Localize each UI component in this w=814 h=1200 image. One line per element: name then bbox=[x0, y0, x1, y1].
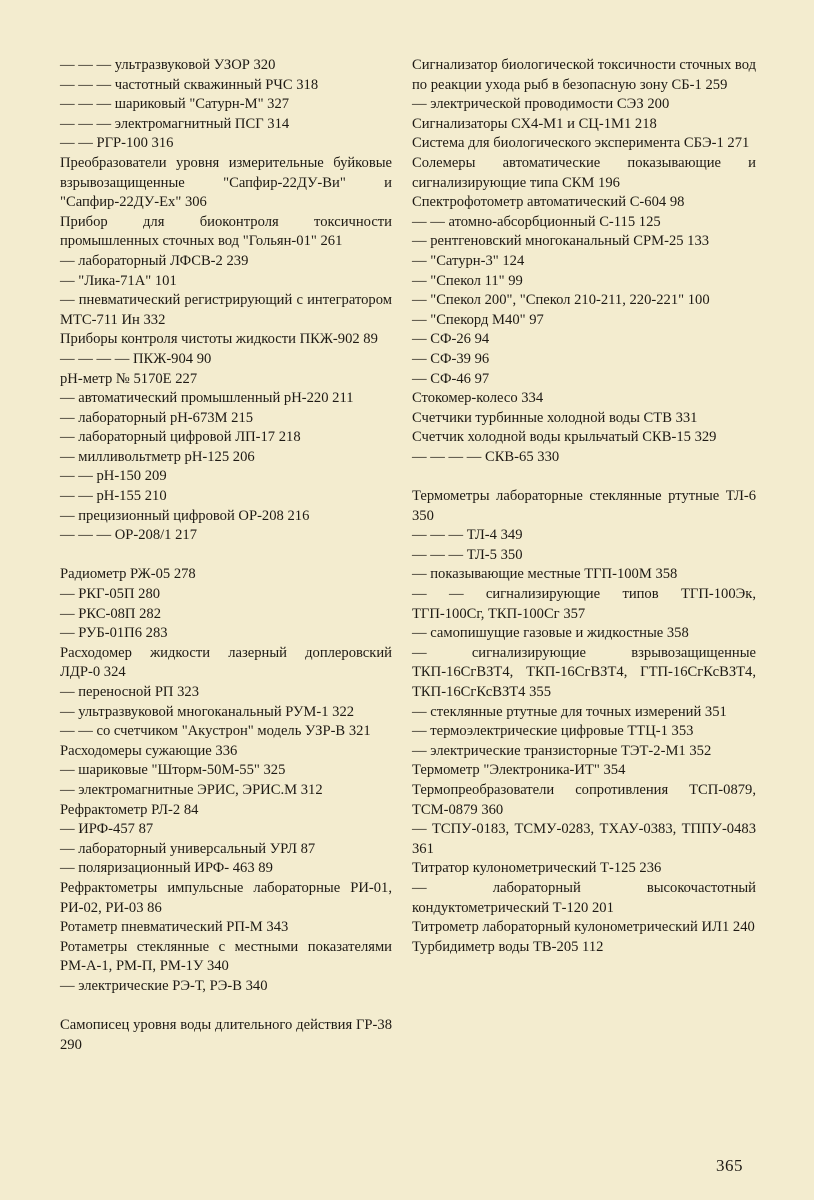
index-entry: — — РГР-100 316 bbox=[60, 135, 174, 152]
index-entry: — — — электромагнитный ПСГ 314 bbox=[60, 115, 290, 132]
index-entry: — РУБ-01П6 283 bbox=[60, 625, 168, 642]
index-entry: — ИРФ-457 87 bbox=[60, 821, 154, 838]
index-entry: Сигнализатор биологической токсичности сточных вод по реакции ухода рыб в безопасную зону СБ-1 259 bbox=[412, 57, 756, 93]
page-number: 365 bbox=[716, 1156, 743, 1175]
index-entry: — стеклянные ртутные для точных измерений 351 bbox=[412, 703, 727, 720]
index-entry: — сигнализирующие взрывозащищенные ТКП-16СгВЗТ4, ТКП-16СгВЗТ4, ГТП-16СгКсВЗТ4, ТКП-16СгКсВЗТ4 355 bbox=[412, 644, 756, 700]
section-gap bbox=[412, 467, 756, 487]
index-entry: — — pH-150 209 bbox=[60, 468, 167, 485]
index-entry: — электрической проводимости СЭЗ 200 bbox=[412, 96, 670, 113]
index-entry: — — — — ПКЖ-904 90 bbox=[60, 350, 212, 367]
index-entry: — РКС-08П 282 bbox=[60, 605, 161, 622]
index-entry: Система для биологического эксперимента СБЭ-1 271 bbox=[412, 135, 750, 152]
index-entry: — — — ТЛ-5 350 bbox=[412, 546, 523, 563]
index-entry: — — — ОР-208/1 217 bbox=[60, 527, 198, 544]
index-entry: Турбидиметр воды ТВ-205 112 bbox=[412, 938, 604, 955]
index-entry: Сигнализаторы СХ4-М1 и СЦ-1М1 218 bbox=[412, 115, 657, 132]
index-entry: — — со счетчиком "Акустрон" модель УЗР-В 321 bbox=[60, 723, 371, 740]
index-entry: Радиометр РЖ-05 278 bbox=[60, 566, 196, 583]
index-entry: Приборы контроля чистоты жидкости ПКЖ-902 89 bbox=[60, 331, 378, 348]
index-entry: Расходомеры сужающие 336 bbox=[60, 742, 238, 759]
index-entry: — — — — СКВ-65 330 bbox=[412, 448, 560, 465]
section-gap bbox=[60, 997, 392, 1017]
index-entry: — — pH-155 210 bbox=[60, 488, 167, 505]
index-entry: — — — ультразвуковой УЗОР 320 bbox=[60, 57, 276, 73]
index-entry: Преобразователи уровня измерительные буйковые взрывозащищенные "Сапфир-22ДУ-Ви" и "Сапфир-22ДУ-Ех" 306 bbox=[60, 154, 392, 211]
index-entry: — лабораторный высокочастотный кондуктометрический Т-120 201 bbox=[412, 879, 756, 916]
index-entry: — "Сатурн-3" 124 bbox=[412, 252, 525, 269]
index-entry: — шариковые "Шторм-50М-55" 325 bbox=[60, 762, 286, 779]
section-gap bbox=[60, 546, 392, 566]
index-entry: — — — шариковый "Сатурн-М" 327 bbox=[60, 96, 290, 113]
index-entry: — термоэлектрические цифровые ТТЦ-1 353 bbox=[412, 723, 694, 740]
index-column-right bbox=[412, 56, 756, 957]
index-entry: — лабораторный универсальный УРЛ 87 bbox=[60, 840, 316, 857]
index-entry: — электрические РЭ-Т, РЭ-В 340 bbox=[60, 977, 268, 994]
index-entry: pH-метр № 5170Е 227 bbox=[60, 370, 198, 387]
index-entry: — — сигнализирующие типов ТГП-100Эк, ТГП-100Сг, ТКП-100Сг 357 bbox=[412, 586, 756, 622]
index-entry: — лабораторный ЛФСВ-2 239 bbox=[60, 252, 249, 269]
index-entry: — самопишущие газовые и жидкостные 358 bbox=[412, 625, 689, 642]
index-entry: — ультразвуковой многоканальный РУМ-1 322 bbox=[60, 703, 355, 720]
index-entry: — электромагнитные ЭРИС, ЭРИС.М 312 bbox=[60, 781, 323, 798]
index-entry: — РКГ-05П 280 bbox=[60, 586, 161, 603]
index-column-left bbox=[60, 56, 392, 1055]
index-entry: — СФ-26 94 bbox=[412, 331, 490, 348]
index-entry: — поляризационный ИРФ- 463 89 bbox=[60, 860, 273, 877]
index-entry: — переносной РП 323 bbox=[60, 684, 200, 700]
index-entry: — СФ-39 96 bbox=[412, 350, 490, 367]
index-entry: — "Спекол 11" 99 bbox=[412, 272, 523, 289]
index-entry: — рентгеновский многоканальный СРМ-25 133 bbox=[412, 233, 710, 250]
index-entry: — пневматический регистрирующий с интегратором МТС-711 Ин 332 bbox=[60, 292, 392, 328]
index-entry: Самописец уровня воды длительного действия ГР-38 290 bbox=[60, 1017, 392, 1053]
index-entry: — — атомно-абсорбционный С-115 125 bbox=[412, 213, 661, 230]
index-entry: — — — частотный скважинный РЧС 318 bbox=[60, 76, 319, 93]
index-entry: — ТСПУ-0183, ТСМУ-0283, ТХАУ-0383, ТППУ-0483 361 bbox=[412, 821, 756, 857]
index-entry: Титрометр лабораторный кулонометрический ИЛ1 240 bbox=[412, 919, 755, 936]
index-entry: — милливольтметр pH-125 206 bbox=[60, 448, 255, 465]
index-entry: — электрические транзисторные ТЭТ-2-М1 352 bbox=[412, 742, 712, 759]
index-entry: — прецизионный цифровой ОР-208 216 bbox=[60, 507, 310, 524]
index-entry: — "Спекорд М40" 97 bbox=[412, 311, 544, 328]
index-entry: Стокомер-колесо 334 bbox=[412, 390, 544, 407]
index-entry: — показывающие местные ТГП-100М 358 bbox=[412, 566, 678, 583]
index-entry: — лабораторный цифровой ЛП-17 218 bbox=[60, 429, 301, 446]
index-entry: — — — ТЛ-4 349 bbox=[412, 527, 523, 544]
index-entry: Термометры лабораторные стеклянные ртутные ТЛ-6 350 bbox=[412, 488, 756, 524]
index-entry: Титратор кулонометрический Т-125 236 bbox=[412, 860, 662, 877]
index-entry: Рефрактометр РЛ-2 84 bbox=[60, 801, 199, 818]
index-entry: Термопреобразователи сопротивления ТСП-0879, ТСМ-0879 360 bbox=[412, 781, 756, 818]
index-entry: Термометр "Электроника-ИТ" 354 bbox=[412, 762, 626, 779]
index-entry: Счетчики турбинные холодной воды СТВ 331 bbox=[412, 409, 698, 426]
index-entry: Прибор для биоконтроля токсичности промышленных сточных вод "Гольян-01" 261 bbox=[60, 213, 392, 250]
index-entry: — "Спекол 200", "Спекол 210-211, 220-221" 100 bbox=[412, 292, 710, 309]
index-entry: — СФ-46 97 bbox=[412, 370, 490, 387]
index-entry: — автоматический промышленный pH-220 211 bbox=[60, 390, 354, 407]
index-entry: Расходомер жидкости лазерный доплеровский ЛДР-0 324 bbox=[60, 644, 392, 681]
index-entry: Солемеры автоматические показывающие и сигнализирующие типа СКМ 196 bbox=[412, 154, 756, 191]
index-entry: Рефрактометры импульсные лабораторные РИ-01, РИ-02, РИ-03 86 bbox=[60, 879, 392, 916]
index-entry: Счетчик холодной воды крыльчатый СКВ-15 329 bbox=[412, 429, 717, 446]
index-entry: — "Лика-71А" 101 bbox=[60, 272, 177, 289]
index-entry: — лабораторный pH-673М 215 bbox=[60, 409, 254, 426]
index-entry: Ротаметры стеклянные с местными показателями РМ-А-1, РМ-П, РМ-1У 340 bbox=[60, 938, 392, 975]
index-entry: Ротаметр пневматический РП-М 343 bbox=[60, 919, 289, 936]
index-entry: Спектрофотометр автоматический С-604 98 bbox=[412, 194, 685, 211]
